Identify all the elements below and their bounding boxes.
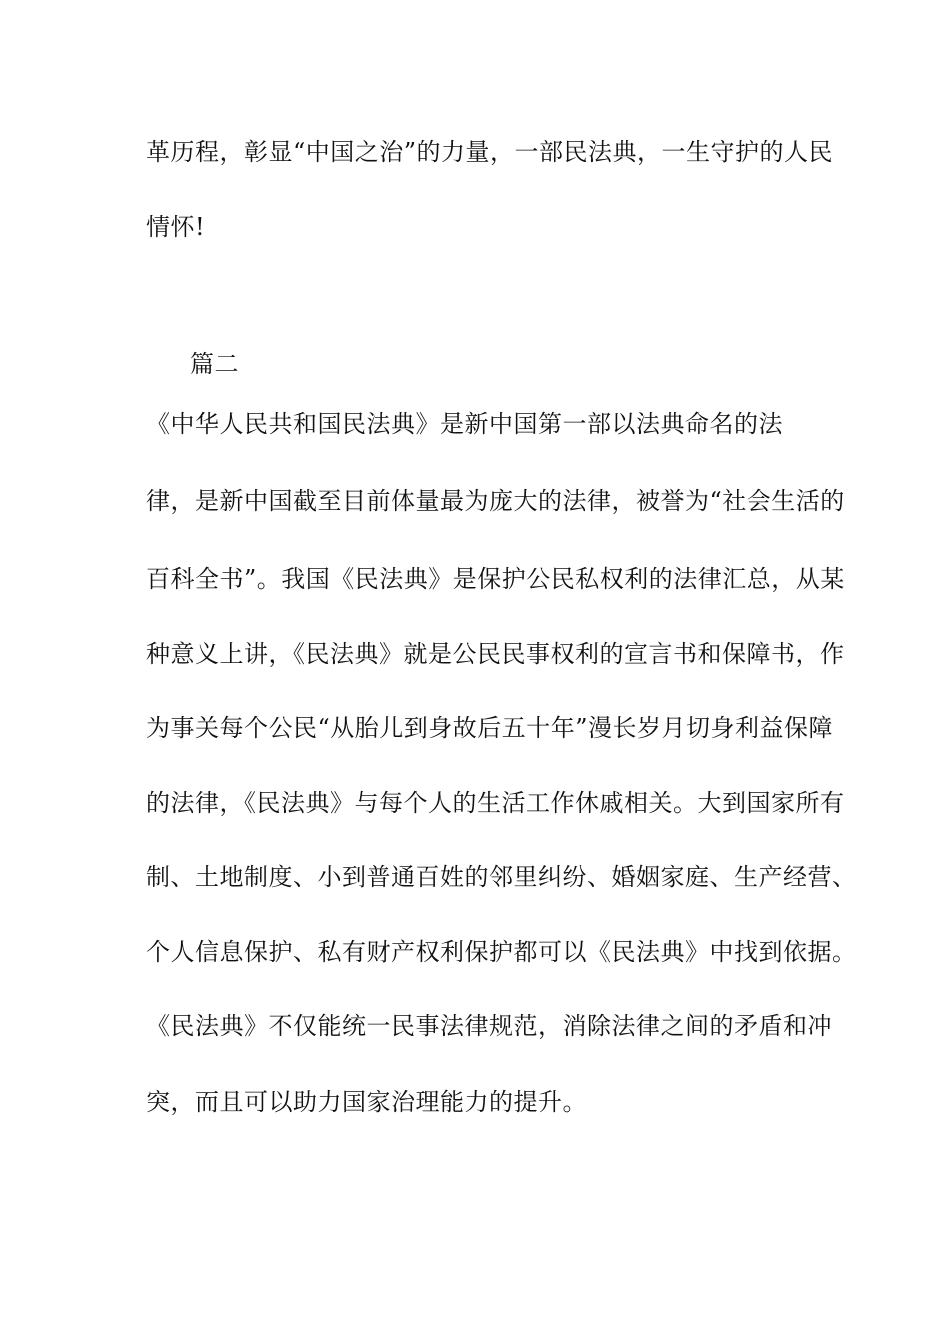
- text-line: 律，是新中国截至目前体量最为庞大的法律，被誉为“社会生活的: [146, 487, 845, 515]
- text-line: 《中华人民共和国民法典》是新中国第一部以法典命名的法: [146, 410, 783, 438]
- text-line: 百科全书”。我国《民法典》是保护公民私权利的法律汇总，从某: [146, 565, 845, 593]
- text-line: 《民法典》不仅能统一民事法律规范，消除法律之间的矛盾和冲: [146, 1012, 832, 1040]
- text-line: 突，而且可以助力国家治理能力的提升。: [146, 1088, 587, 1116]
- text-line: 种意义上讲，《民法典》就是公民民事权利的宣言书和保障书，作: [146, 640, 845, 668]
- section-heading: 篇二: [190, 350, 239, 378]
- text-line: 个人信息保护、私有财产权利保护都可以《民法典》中找到依据。: [146, 938, 857, 966]
- text-line: 革历程，彰显“中国之治”的力量，一部民法典，一生守护的人民: [146, 138, 834, 166]
- text-line: 的法律，《民法典》与每个人的生活工作休戚相关。大到国家所有: [146, 789, 845, 817]
- text-line: 情怀!: [146, 213, 206, 241]
- text-line: 为事关每个公民“从胎儿到身故后五十年”漫长岁月切身利益保障: [146, 714, 834, 742]
- text-line: 制、土地制度、小到普通百姓的邻里纠纷、婚姻家庭、生产经营、: [146, 863, 857, 891]
